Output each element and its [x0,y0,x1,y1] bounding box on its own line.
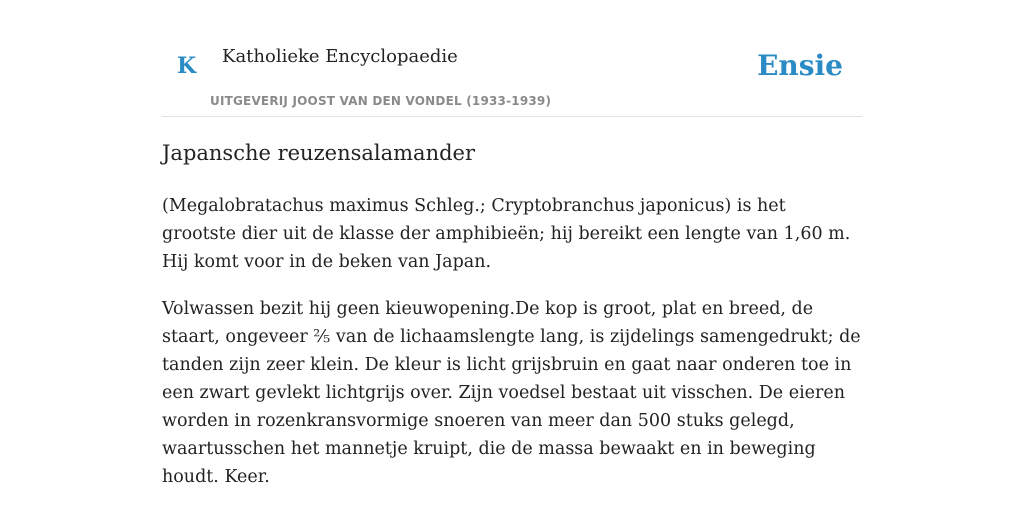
entry-paragraph: (Megalobratachus maximus Schleg.; Cryptobranchus japonicus) is het grootste dier uit de klasse der amphibieën; hij bereikt een lengte van 1,60 m. Hij komt voor in de beken van Japan. [162,196,851,272]
ensie-brand-link[interactable]: Ensie [757,49,843,82]
encyclopedia-title[interactable]: Katholieke Encyclopaedie [222,46,458,67]
header [162,0,862,117]
entry-paragraph: Volwassen bezit hij geen kieuwopening.De kop is groot, plat en breed, de staart, ongeveer ⅖ van de lichaamslengte lang, is zijdelings samengedrukt; de tanden zijn zeer klein. De kleur is licht grijsbruin en gaat naar onderen toe in een zwart gevlekt lichtgrijs over. Zijn voedsel bestaat uit visschen. De eieren worden in rozenkransvormige snoeren van meer dan 500 stuks gelegd, waartusschen het mannetje kruipt, die de massa bewaakt en in beweging houdt. Keer. [162,299,861,487]
publisher-label: UITGEVERIJ JOOST VAN DEN VONDEL (1933-1939) [210,94,552,108]
page [162,0,862,487]
entry-title: Japansche reuzensalamander [162,141,476,165]
encyclopedia-logo[interactable]: K [177,53,197,79]
